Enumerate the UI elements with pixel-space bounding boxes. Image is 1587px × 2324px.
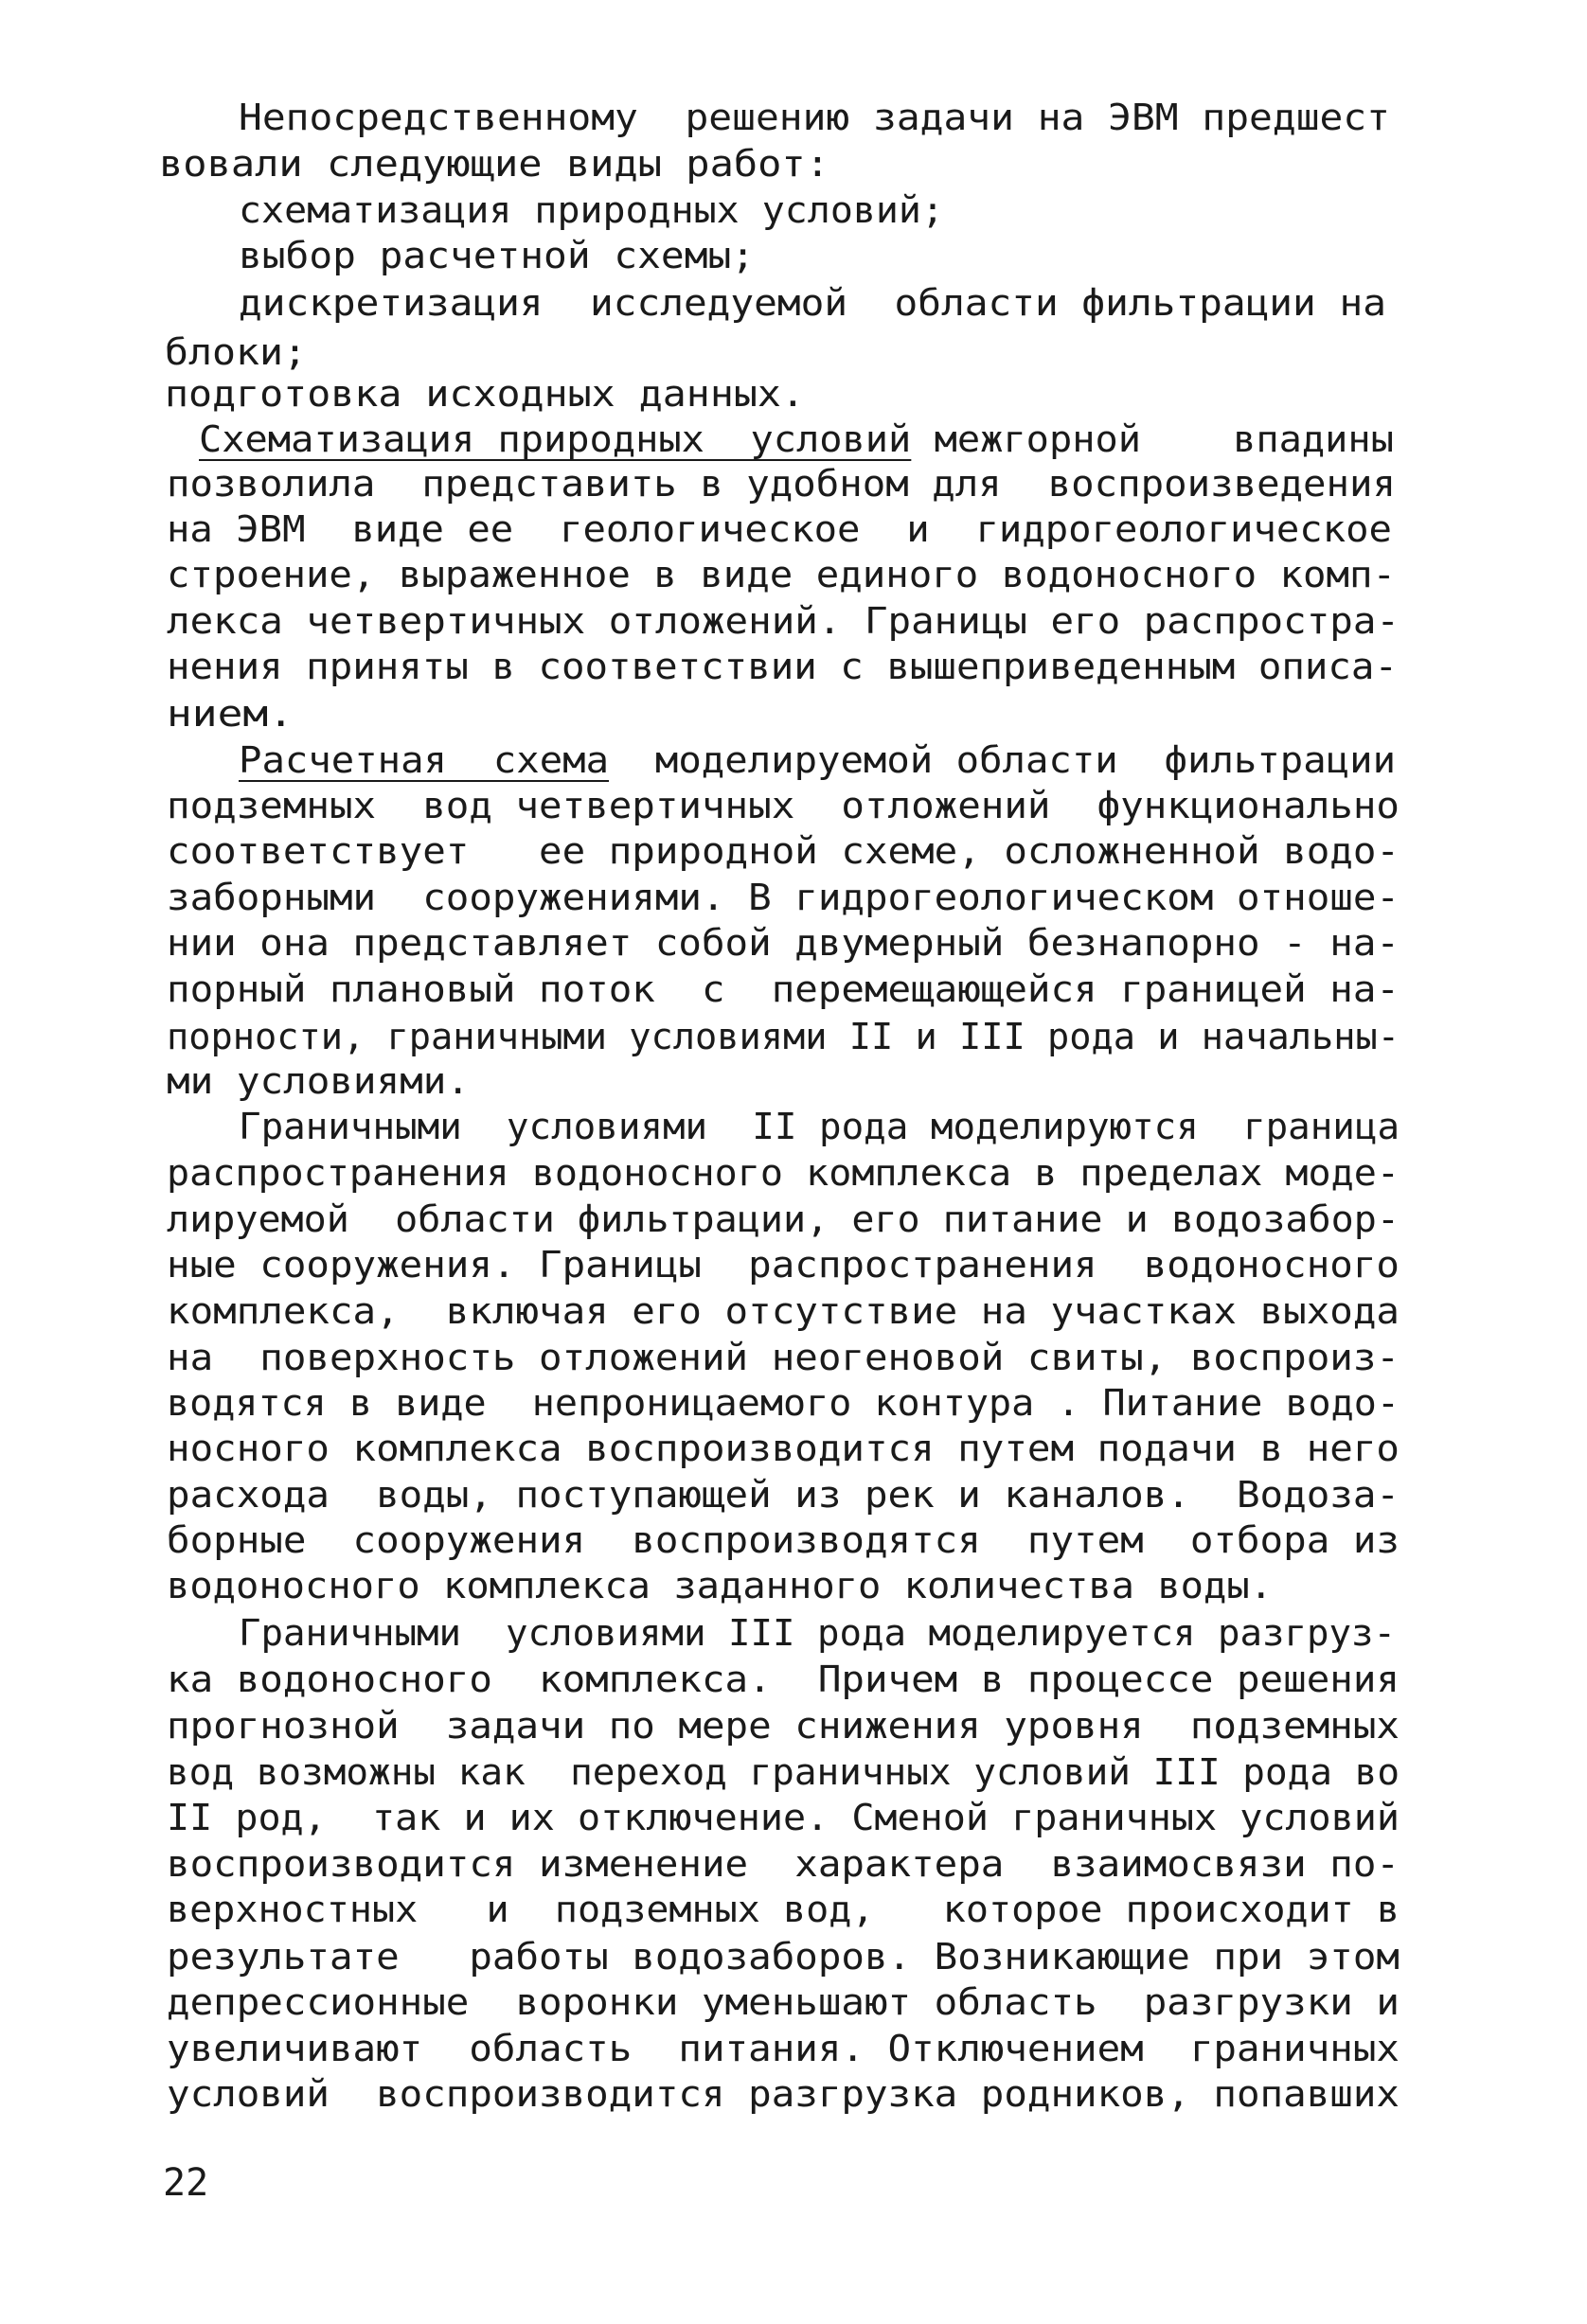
text-line	[167, 1751, 1400, 1794]
text-span: нием.	[167, 693, 294, 736]
text-span: нения приняты в соответствии с вышеприведенным описа-	[167, 646, 1398, 688]
text-line	[167, 1016, 1400, 1058]
text-line	[167, 1705, 1400, 1747]
text-span: депрессионные воронки уменьшают область разгрузки и	[167, 1981, 1400, 2024]
text-span: лекса четвертичных отложений. Границы его распростра-	[167, 600, 1400, 643]
text-span: ка водоносного комплекса. Причем в процессе решения	[167, 1659, 1400, 1701]
text-span: подземных вод четвертичных отложений функционально	[167, 785, 1400, 827]
text-line	[167, 463, 1397, 506]
text-line	[167, 1474, 1400, 1517]
text-line	[167, 1428, 1400, 1470]
text-line	[167, 1198, 1400, 1241]
text-span: заборными сооружениями. В гидрогеологическом отноше-	[167, 877, 1400, 919]
text-span: лируемой области фильтрации, его питание и водозабор-	[167, 1198, 1400, 1241]
text-line	[167, 830, 1400, 873]
text-line	[239, 739, 1397, 782]
text-span: распространения водоносного комплекса в пределах моде-	[167, 1152, 1400, 1195]
text-span: порности, граничными условиями II и III рода и начальны-	[167, 1016, 1400, 1058]
text-line	[167, 508, 1392, 551]
text-span: носного комплекса воспроизводится путем подачи в него	[167, 1428, 1400, 1470]
text-line	[167, 693, 294, 736]
text-span: водоносного комплекса заданного количества воды.	[167, 1565, 1274, 1607]
text-line	[239, 97, 1390, 139]
text-span: схематизация природных условий;	[239, 189, 945, 232]
text-span: дискретизация исследуемой области фильтрации на	[239, 282, 1386, 325]
text-line	[199, 418, 1394, 461]
text-span: Граничными условиями II рода моделируются граница	[239, 1106, 1400, 1148]
text-line	[167, 1519, 1400, 1562]
text-span: воспроизводится изменение характера взаимосвязи по-	[167, 1843, 1400, 1886]
text-line	[239, 282, 1386, 325]
text-line	[167, 554, 1397, 596]
text-span: порный плановый поток с перемещающейся границей на-	[167, 968, 1400, 1011]
underlined-heading-span: Схематизация природных условий	[199, 418, 912, 461]
text-line	[167, 1936, 1400, 1978]
text-span: подготовка исходных данных.	[165, 373, 805, 416]
text-span: Непосредственному решению задачи на ЭВМ предшест	[239, 97, 1390, 139]
text-span: ми условиями.	[167, 1060, 471, 1103]
text-line	[167, 922, 1400, 965]
text-line	[167, 646, 1398, 688]
text-line	[167, 1060, 471, 1103]
text-span: межгорной впадины	[911, 418, 1394, 461]
text-line	[167, 1244, 1400, 1286]
underlined-heading-span: Расчетная схема	[239, 739, 610, 782]
text-line	[239, 235, 756, 277]
text-span: выбор расчетной схемы;	[239, 235, 756, 277]
text-span: Граничными условиями III рода моделируется разгруз-	[239, 1612, 1396, 1655]
text-line	[167, 2028, 1400, 2070]
text-line	[167, 600, 1400, 643]
text-line	[167, 877, 1400, 919]
text-line	[167, 1337, 1400, 1379]
text-span: на поверхность отложений неогеновой свиты, воспроиз-	[167, 1337, 1400, 1379]
text-line	[167, 1843, 1400, 1886]
text-span: вовали следующие виды работ:	[159, 143, 830, 186]
text-line	[167, 1797, 1400, 1839]
text-line	[167, 2073, 1400, 2116]
text-span: соответствует ее природной схеме, осложненной водо-	[167, 830, 1400, 873]
text-span: позволила представить в удобном для воспроизведения	[167, 463, 1397, 506]
text-span: условий воспроизводится разгрузка родников, попавших	[167, 2073, 1400, 2116]
text-line	[167, 1889, 1400, 1931]
text-line	[167, 1290, 1400, 1333]
text-span: верхностных и подземных вод, которое происходит в	[167, 1889, 1400, 1931]
text-span: борные сооружения воспроизводятся путем отбора из	[167, 1519, 1400, 1562]
text-span: водятся в виде непроницаемого контура . Питание водо-	[167, 1382, 1400, 1425]
text-span: II род, так и их отключение. Сменой граничных условий	[167, 1797, 1400, 1839]
text-line	[239, 189, 945, 232]
text-span: нии она представляет собой двумерный безнапорно - на-	[167, 922, 1400, 965]
text-line	[167, 1981, 1400, 2024]
text-line	[167, 968, 1400, 1011]
text-span: комплекса, включая его отсутствие на участках выхода	[167, 1290, 1400, 1333]
text-line	[159, 143, 830, 186]
text-span: увеличивают область питания. Отключением граничных	[167, 2028, 1400, 2070]
text-span: прогнозной задачи по мере снижения уровня подземных	[167, 1705, 1400, 1747]
text-line	[167, 1565, 1274, 1607]
text-line	[165, 331, 307, 374]
text-span: на ЭВМ виде ее геологическое и гидрогеологическое	[167, 508, 1392, 551]
text-line	[167, 1152, 1400, 1195]
text-span: моделируемой области фильтрации	[609, 739, 1397, 782]
text-span: расхода воды, поступающей из рек и каналов. Водоза-	[167, 1474, 1400, 1517]
text-span: ные сооружения. Границы распространения водоносного	[167, 1244, 1400, 1286]
text-line	[239, 1612, 1396, 1655]
text-line	[167, 1382, 1400, 1425]
text-line	[165, 373, 805, 416]
text-span: результате работы водозаборов. Возникающие при этом	[167, 1936, 1400, 1978]
text-span: блоки;	[165, 331, 307, 374]
page-number: 22	[163, 2161, 209, 2205]
text-line	[239, 1106, 1400, 1148]
text-line	[167, 1659, 1400, 1701]
text-line	[167, 785, 1400, 827]
text-span: вод возможны как переход граничных условий III рода во	[167, 1751, 1400, 1794]
text-span: строение, выраженное в виде единого водоносного комп-	[167, 554, 1397, 596]
